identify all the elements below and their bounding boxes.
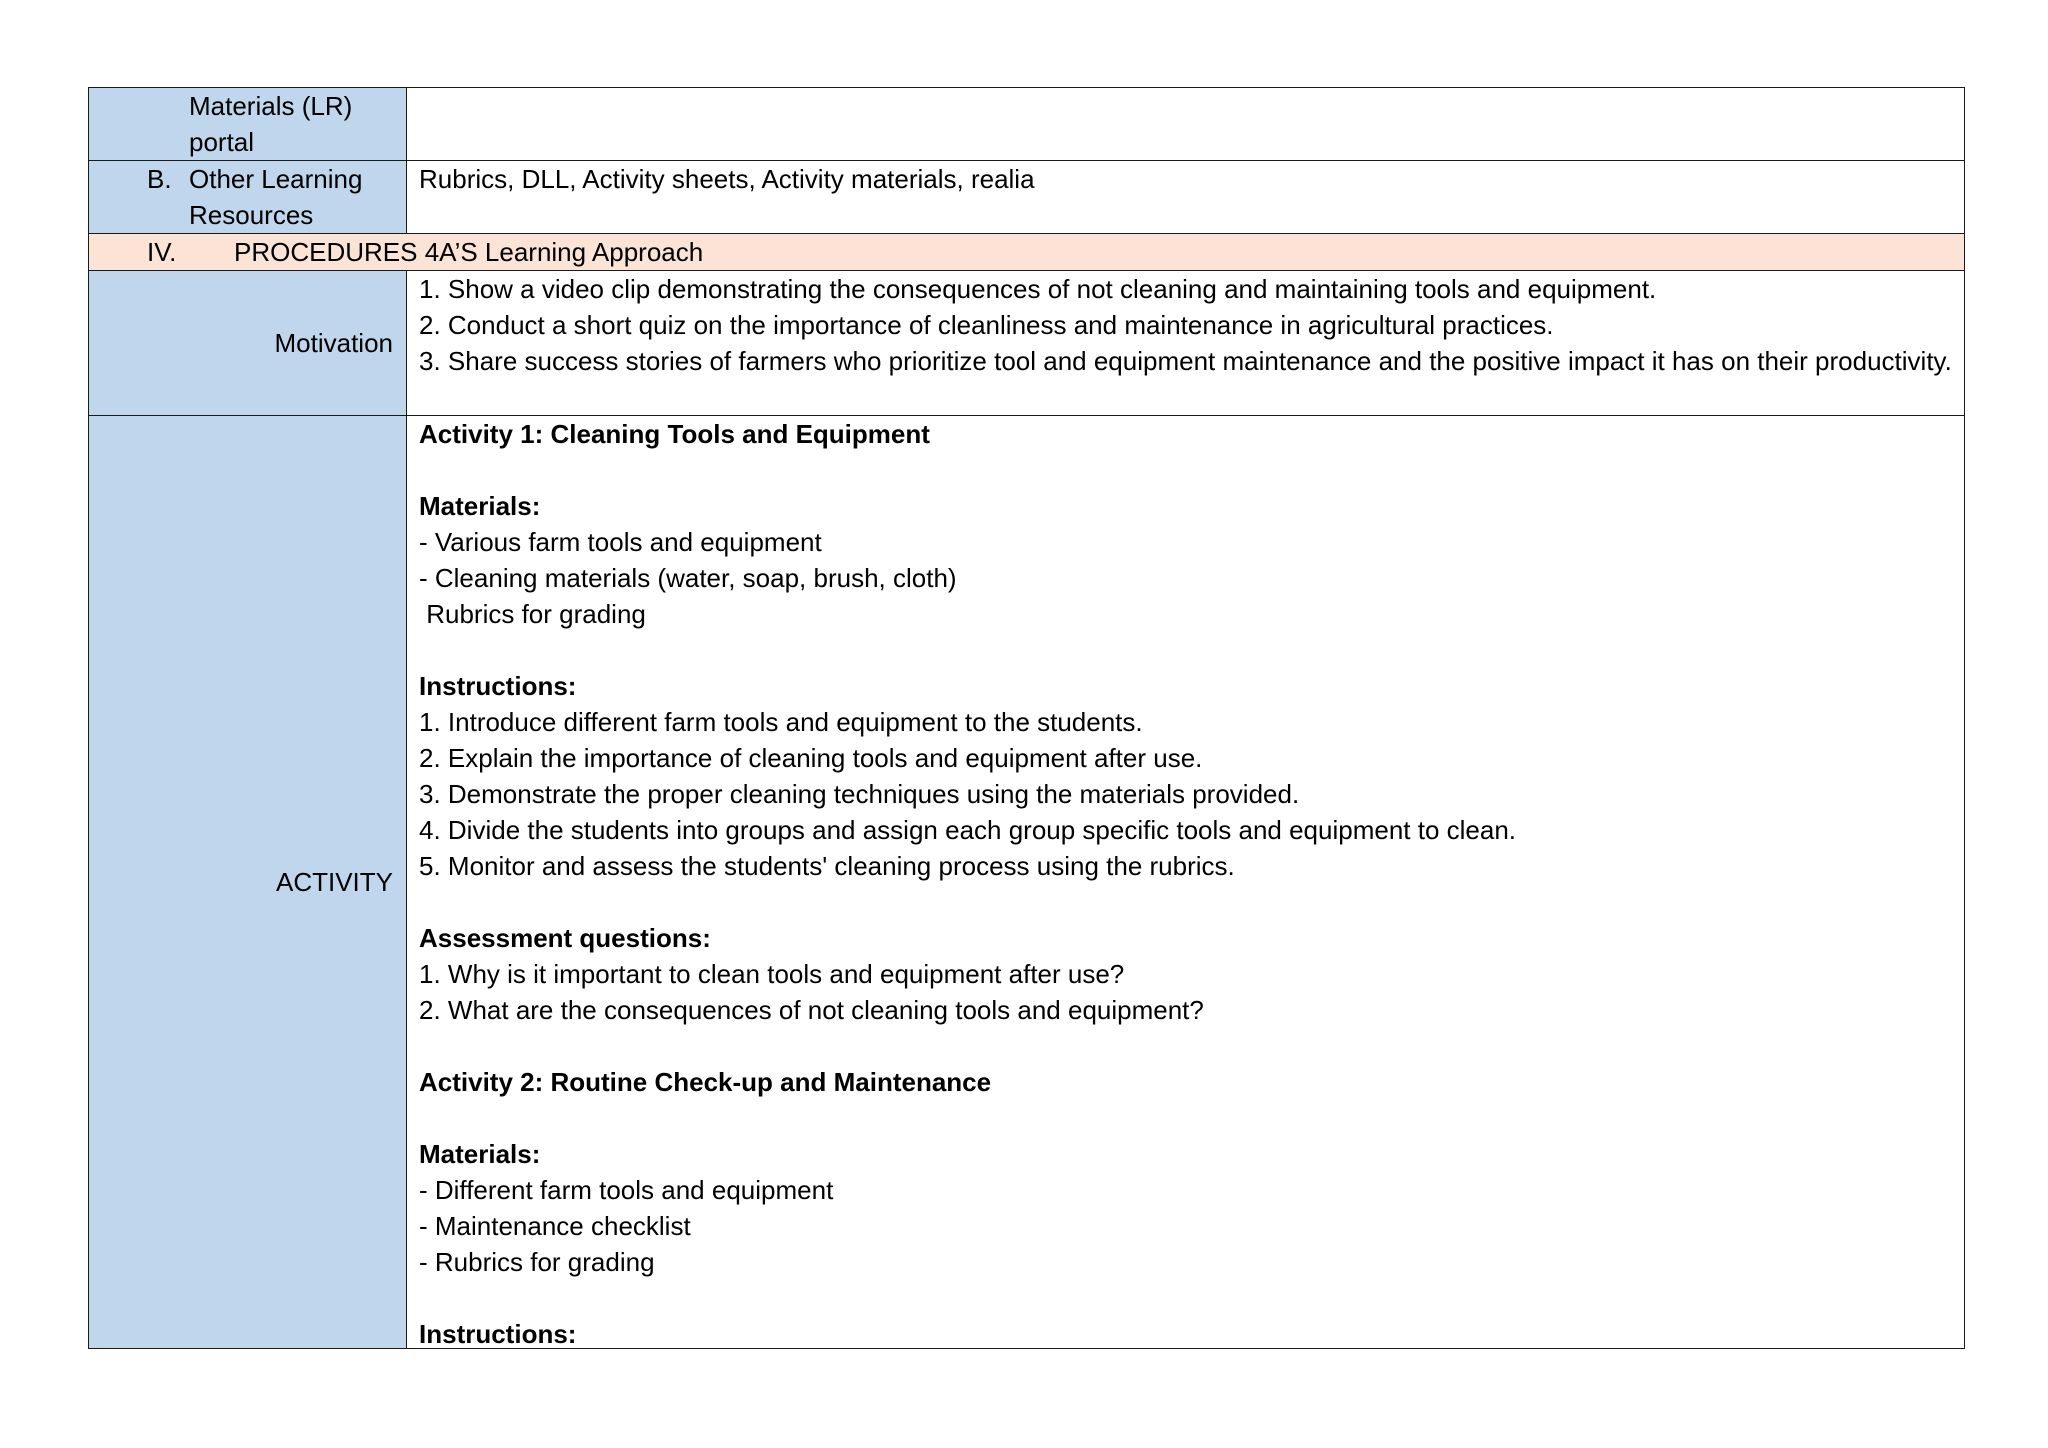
assessment-item: 2. What are the consequences of not cleaning tools and equipment? (419, 995, 1204, 1025)
motivation-content-cell (407, 271, 1965, 416)
instructions1-item: 2. Explain the importance of cleaning tools and equipment after use. (419, 743, 1203, 773)
activity1-title: Activity 1: Cleaning Tools and Equipment (419, 419, 930, 449)
procedures-row (89, 234, 1965, 271)
assessment-heading: Assessment questions: (419, 923, 711, 953)
activity-row (89, 416, 1965, 1349)
motivation-item: 3. Share success stories of farmers who prioritize tool and equipment maintenance and the positive impact it has on their productivity. (419, 346, 1952, 376)
materials1-heading: Materials: (419, 491, 541, 521)
blank-line (419, 1100, 1952, 1136)
activity-label: ACTIVITY (275, 867, 393, 897)
materials2-item: - Maintenance checklist (419, 1211, 691, 1241)
motivation-item: 2. Conduct a short quiz on the importance of cleanliness and maintenance in agricultural practices. (419, 310, 1554, 340)
lr-portal-content-cell (407, 88, 1965, 161)
activity-content-cell (407, 416, 1965, 1349)
motivation-row (89, 271, 1965, 416)
assessment-item: 1. Why is it important to clean tools and equipment after use? (419, 959, 1125, 989)
other-resources-row (89, 161, 1965, 234)
blank-line (419, 884, 1952, 920)
lr-portal-label-cell (89, 88, 407, 161)
blank-line (419, 632, 1952, 668)
materials1-item: - Cleaning materials (water, soap, brush, cloth) (419, 563, 957, 593)
instructions1-item: 4. Divide the students into groups and assign each group specific tools and equipment to clean. (419, 815, 1517, 845)
other-resources-letter: B. (147, 164, 172, 194)
activity2-title: Activity 2: Routine Check-up and Maintenance (419, 1067, 992, 1097)
motivation-label-cell (89, 271, 407, 416)
instructions1-heading: Instructions: (419, 671, 577, 701)
instructions1-item: 1. Introduce different farm tools and equipment to the students. (419, 707, 1143, 737)
procedures-title: PROCEDURES 4A’S Learning Approach (234, 237, 704, 267)
materials2-item: - Different farm tools and equipment (419, 1175, 834, 1205)
motivation-label: Motivation (274, 328, 393, 358)
materials2-item: - Rubrics for grading (419, 1247, 655, 1277)
blank-line (419, 1028, 1952, 1064)
other-resources-content-cell (407, 161, 1965, 234)
materials1-item: - Various farm tools and equipment (419, 527, 822, 557)
blank-line (419, 1280, 1952, 1316)
materials1-item: Rubrics for grading (419, 599, 646, 629)
other-resources-label-cell (89, 161, 407, 234)
lesson-plan-table (88, 87, 1965, 1349)
lr-portal-row (89, 88, 1965, 161)
motivation-item: 1. Show a video clip demonstrating the consequences of not cleaning and maintaining tools and equipment. (419, 274, 1657, 304)
instructions2-heading: Instructions: (419, 1319, 577, 1348)
blank-line (419, 452, 1952, 488)
lr-portal-label: Materials (LR) portal (189, 91, 353, 157)
activity-label-cell (89, 416, 407, 1349)
procedures-cell (89, 234, 1965, 271)
materials2-heading: Materials: (419, 1139, 541, 1169)
other-resources-content: Rubrics, DLL, Activity sheets, Activity materials, realia (419, 164, 1035, 194)
instructions1-item: 3. Demonstrate the proper cleaning techniques using the materials provided. (419, 779, 1300, 809)
instructions1-item: 5. Monitor and assess the students' cleaning process using the rubrics. (419, 851, 1235, 881)
procedures-number: IV. (147, 237, 177, 267)
other-resources-label: Other Learning Resources (189, 164, 363, 230)
